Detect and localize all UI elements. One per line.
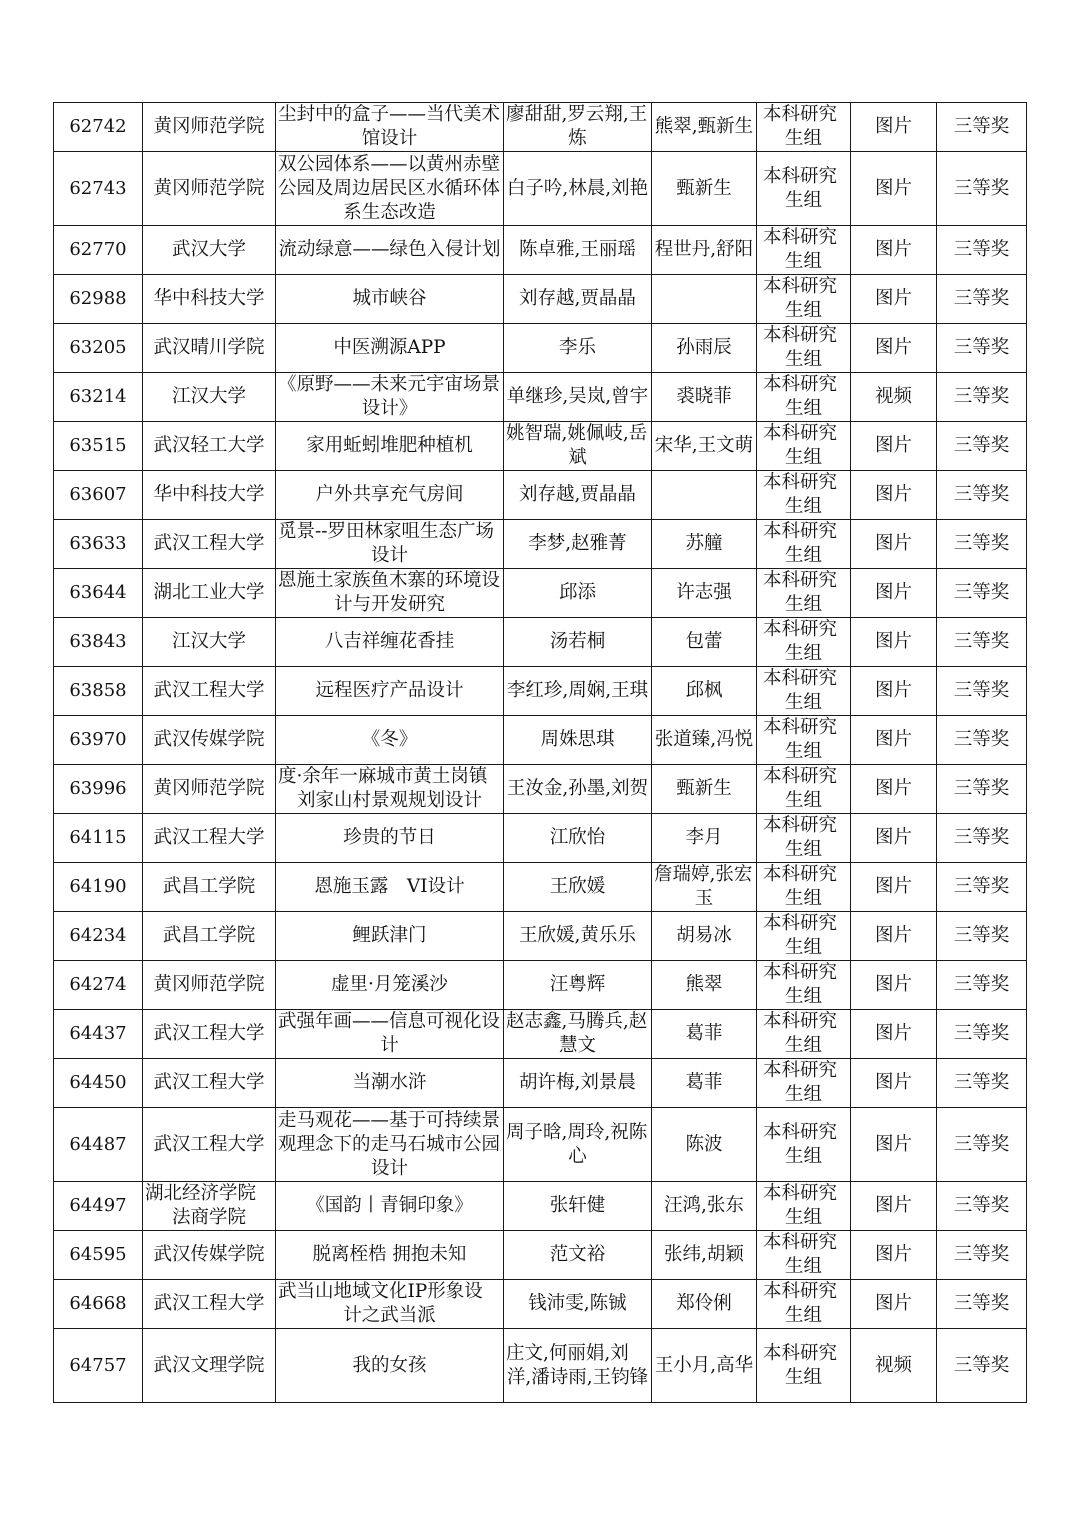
award: 三等奖 (937, 1059, 1027, 1108)
category: 本科研究生组 (757, 152, 851, 226)
authors: 周子晗,周玲,祝陈心 (504, 1108, 652, 1182)
school: 武汉工程大学 (143, 667, 276, 716)
category: 本科研究生组 (757, 1059, 851, 1108)
advisor (652, 471, 757, 520)
authors: 李红珍,周娴,王琪 (504, 667, 652, 716)
work-title: 流动绿意——绿色入侵计划 (276, 226, 504, 275)
authors: 李乐 (504, 324, 652, 373)
award: 三等奖 (937, 103, 1027, 152)
table-row (54, 324, 1027, 373)
entry-id: 62770 (54, 226, 143, 275)
work-type: 图片 (851, 1280, 937, 1329)
work-title: 脱离桎梏 拥抱未知 (276, 1231, 504, 1280)
entry-id: 63205 (54, 324, 143, 373)
category: 本科研究生组 (757, 912, 851, 961)
entry-id: 62743 (54, 152, 143, 226)
work-type: 图片 (851, 961, 937, 1010)
category: 本科研究生组 (757, 1182, 851, 1231)
entry-id: 63515 (54, 422, 143, 471)
work-type: 图片 (851, 471, 937, 520)
authors: 赵志鑫,马腾兵,赵慧文 (504, 1010, 652, 1059)
award: 三等奖 (937, 471, 1027, 520)
advisor (652, 275, 757, 324)
category: 本科研究生组 (757, 765, 851, 814)
table-row (54, 226, 1027, 275)
work-type: 图片 (851, 275, 937, 324)
category: 本科研究生组 (757, 618, 851, 667)
authors: 汤若桐 (504, 618, 652, 667)
category: 本科研究生组 (757, 103, 851, 152)
table-row (54, 912, 1027, 961)
table-row (54, 1329, 1027, 1403)
category: 本科研究生组 (757, 569, 851, 618)
award: 三等奖 (937, 667, 1027, 716)
school: 华中科技大学 (143, 275, 276, 324)
advisor: 甄新生 (652, 152, 757, 226)
work-type: 图片 (851, 1010, 937, 1059)
category: 本科研究生组 (757, 471, 851, 520)
table-row (54, 618, 1027, 667)
authors: 邱添 (504, 569, 652, 618)
advisor: 葛菲 (652, 1059, 757, 1108)
table-row (54, 961, 1027, 1010)
authors: 陈卓雅,王丽瑶 (504, 226, 652, 275)
work-type: 图片 (851, 520, 937, 569)
entry-id: 64497 (54, 1182, 143, 1231)
award: 三等奖 (937, 520, 1027, 569)
work-title: 武强年画——信息可视化设计 (276, 1010, 504, 1059)
table-row (54, 569, 1027, 618)
award: 三等奖 (937, 961, 1027, 1010)
table-row (54, 471, 1027, 520)
authors: 江欣怡 (504, 814, 652, 863)
entry-id: 64437 (54, 1010, 143, 1059)
award: 三等奖 (937, 373, 1027, 422)
school: 武汉传媒学院 (143, 716, 276, 765)
authors: 单继珍,吴岚,曾宇 (504, 373, 652, 422)
entry-id: 63970 (54, 716, 143, 765)
school: 武汉晴川学院 (143, 324, 276, 373)
award: 三等奖 (937, 226, 1027, 275)
school: 武汉大学 (143, 226, 276, 275)
school: 江汉大学 (143, 618, 276, 667)
entry-id: 62742 (54, 103, 143, 152)
work-title: 中医溯源APP (276, 324, 504, 373)
school: 武汉工程大学 (143, 1280, 276, 1329)
school: 武昌工学院 (143, 863, 276, 912)
category: 本科研究生组 (757, 1280, 851, 1329)
work-type: 图片 (851, 1059, 937, 1108)
work-type: 视频 (851, 373, 937, 422)
advisor: 张道臻,冯悦 (652, 716, 757, 765)
advisor: 程世丹,舒阳 (652, 226, 757, 275)
authors: 廖甜甜,罗云翔,王炼 (504, 103, 652, 152)
work-type: 视频 (851, 1329, 937, 1403)
category: 本科研究生组 (757, 1010, 851, 1059)
advisor: 熊翠,甄新生 (652, 103, 757, 152)
school: 黄冈师范学院 (143, 765, 276, 814)
entry-id: 64450 (54, 1059, 143, 1108)
entry-id: 63996 (54, 765, 143, 814)
school: 武汉工程大学 (143, 814, 276, 863)
school: 湖北经济学院法商学院 (143, 1182, 276, 1231)
authors: 张轩健 (504, 1182, 652, 1231)
award: 三等奖 (937, 275, 1027, 324)
work-title: 恩施土家族鱼木寨的环境设计与开发研究 (276, 569, 504, 618)
work-title: 尘封中的盒子——当代美术馆设计 (276, 103, 504, 152)
authors: 汪粤辉 (504, 961, 652, 1010)
table-row (54, 716, 1027, 765)
work-type: 图片 (851, 103, 937, 152)
work-title: 恩施玉露 VI设计 (276, 863, 504, 912)
authors: 范文裕 (504, 1231, 652, 1280)
work-type: 图片 (851, 324, 937, 373)
table-row (54, 1182, 1027, 1231)
school: 黄冈师范学院 (143, 961, 276, 1010)
work-type: 图片 (851, 422, 937, 471)
advisor: 胡易冰 (652, 912, 757, 961)
work-title: 《原野——未来元宇宙场景设计》 (276, 373, 504, 422)
award: 三等奖 (937, 422, 1027, 471)
work-type: 图片 (851, 863, 937, 912)
work-title: 度·余年一麻城市黄土岗镇刘家山村景观规划设计 (276, 765, 504, 814)
category: 本科研究生组 (757, 422, 851, 471)
entry-id: 63843 (54, 618, 143, 667)
table-row (54, 520, 1027, 569)
award: 三等奖 (937, 765, 1027, 814)
school: 武汉文理学院 (143, 1329, 276, 1403)
school: 武汉工程大学 (143, 1059, 276, 1108)
advisor: 汪鸿,张东 (652, 1182, 757, 1231)
work-type: 图片 (851, 1108, 937, 1182)
award: 三等奖 (937, 1280, 1027, 1329)
table-row (54, 765, 1027, 814)
advisor: 甄新生 (652, 765, 757, 814)
table-row (54, 152, 1027, 226)
category: 本科研究生组 (757, 961, 851, 1010)
advisor: 王小月,高华 (652, 1329, 757, 1403)
authors: 周姝思琪 (504, 716, 652, 765)
work-title: 觅景--罗田林家咀生态广场设计 (276, 520, 504, 569)
advisor: 包蕾 (652, 618, 757, 667)
award: 三等奖 (937, 716, 1027, 765)
school: 武汉轻工大学 (143, 422, 276, 471)
work-title: 远程医疗产品设计 (276, 667, 504, 716)
awards-table-body (54, 103, 1027, 1403)
authors: 白子吟,林晨,刘艳 (504, 152, 652, 226)
advisor: 孙雨辰 (652, 324, 757, 373)
advisor: 宋华,王文萌 (652, 422, 757, 471)
authors: 庄文,何丽娟,刘洋,潘诗雨,王钧锋 (504, 1329, 652, 1403)
advisor: 许志强 (652, 569, 757, 618)
advisor: 苏艟 (652, 520, 757, 569)
work-title: 虚里·月笼溪沙 (276, 961, 504, 1010)
category: 本科研究生组 (757, 275, 851, 324)
entry-id: 63858 (54, 667, 143, 716)
work-title: 珍贵的节日 (276, 814, 504, 863)
work-type: 图片 (851, 912, 937, 961)
work-title: 我的女孩 (276, 1329, 504, 1403)
entry-id: 64234 (54, 912, 143, 961)
award: 三等奖 (937, 1182, 1027, 1231)
entry-id: 64190 (54, 863, 143, 912)
entry-id: 63633 (54, 520, 143, 569)
table-row (54, 103, 1027, 152)
award: 三等奖 (937, 1329, 1027, 1403)
awards-table-page (53, 102, 1026, 1403)
work-title: 武当山地域文化IP形象设计之武当派 (276, 1280, 504, 1329)
school: 武汉工程大学 (143, 520, 276, 569)
category: 本科研究生组 (757, 814, 851, 863)
school: 黄冈师范学院 (143, 152, 276, 226)
table-row (54, 1108, 1027, 1182)
authors: 王欣媛,黄乐乐 (504, 912, 652, 961)
awards-table (53, 102, 1027, 1403)
table-row (54, 1280, 1027, 1329)
award: 三等奖 (937, 863, 1027, 912)
entry-id: 64668 (54, 1280, 143, 1329)
work-type: 图片 (851, 716, 937, 765)
authors: 刘存越,贾晶晶 (504, 275, 652, 324)
school: 武汉工程大学 (143, 1010, 276, 1059)
category: 本科研究生组 (757, 1329, 851, 1403)
advisor: 郑伶俐 (652, 1280, 757, 1329)
category: 本科研究生组 (757, 520, 851, 569)
school: 武昌工学院 (143, 912, 276, 961)
award: 三等奖 (937, 1108, 1027, 1182)
award: 三等奖 (937, 618, 1027, 667)
work-type: 图片 (851, 569, 937, 618)
award: 三等奖 (937, 1010, 1027, 1059)
category: 本科研究生组 (757, 324, 851, 373)
school: 华中科技大学 (143, 471, 276, 520)
school: 江汉大学 (143, 373, 276, 422)
entry-id: 64115 (54, 814, 143, 863)
authors: 王欣媛 (504, 863, 652, 912)
entry-id: 63644 (54, 569, 143, 618)
award: 三等奖 (937, 814, 1027, 863)
authors: 钱沛雯,陈铖 (504, 1280, 652, 1329)
award: 三等奖 (937, 152, 1027, 226)
authors: 姚智瑞,姚佩岐,岳斌 (504, 422, 652, 471)
work-title: 户外共享充气房间 (276, 471, 504, 520)
work-title: 《冬》 (276, 716, 504, 765)
work-title: 家用蚯蚓堆肥种植机 (276, 422, 504, 471)
school: 湖北工业大学 (143, 569, 276, 618)
entry-id: 64274 (54, 961, 143, 1010)
entry-id: 62988 (54, 275, 143, 324)
advisor: 邱枫 (652, 667, 757, 716)
table-row (54, 1010, 1027, 1059)
table-row (54, 373, 1027, 422)
work-type: 图片 (851, 814, 937, 863)
advisor: 张纬,胡颖 (652, 1231, 757, 1280)
school: 武汉工程大学 (143, 1108, 276, 1182)
work-type: 图片 (851, 765, 937, 814)
entry-id: 63214 (54, 373, 143, 422)
table-row (54, 275, 1027, 324)
work-type: 图片 (851, 618, 937, 667)
work-type: 图片 (851, 152, 937, 226)
advisor: 詹瑞婷,张宏玉 (652, 863, 757, 912)
category: 本科研究生组 (757, 716, 851, 765)
award: 三等奖 (937, 1231, 1027, 1280)
work-type: 图片 (851, 1231, 937, 1280)
school: 黄冈师范学院 (143, 103, 276, 152)
work-title: 《国韵丨青铜印象》 (276, 1182, 504, 1231)
authors: 刘存越,贾晶晶 (504, 471, 652, 520)
school: 武汉传媒学院 (143, 1231, 276, 1280)
category: 本科研究生组 (757, 373, 851, 422)
work-title: 双公园体系——以黄州赤壁公园及周边居民区水循环体系生态改造 (276, 152, 504, 226)
table-row (54, 863, 1027, 912)
category: 本科研究生组 (757, 863, 851, 912)
work-type: 图片 (851, 1182, 937, 1231)
award: 三等奖 (937, 569, 1027, 618)
authors: 胡许梅,刘景晨 (504, 1059, 652, 1108)
category: 本科研究生组 (757, 667, 851, 716)
award: 三等奖 (937, 912, 1027, 961)
advisor: 陈波 (652, 1108, 757, 1182)
table-row (54, 667, 1027, 716)
category: 本科研究生组 (757, 1108, 851, 1182)
award: 三等奖 (937, 324, 1027, 373)
work-title: 城市峡谷 (276, 275, 504, 324)
work-type: 图片 (851, 226, 937, 275)
advisor: 李月 (652, 814, 757, 863)
table-row (54, 1059, 1027, 1108)
work-title: 鲤跃津门 (276, 912, 504, 961)
advisor: 葛菲 (652, 1010, 757, 1059)
entry-id: 64487 (54, 1108, 143, 1182)
entry-id: 64757 (54, 1329, 143, 1403)
category: 本科研究生组 (757, 1231, 851, 1280)
entry-id: 64595 (54, 1231, 143, 1280)
advisor: 熊翠 (652, 961, 757, 1010)
authors: 王汝金,孙墨,刘贺 (504, 765, 652, 814)
work-title: 当潮水浒 (276, 1059, 504, 1108)
advisor: 裘晓菲 (652, 373, 757, 422)
entry-id: 63607 (54, 471, 143, 520)
category: 本科研究生组 (757, 226, 851, 275)
work-title: 走马观花——基于可持续景观理念下的走马石城市公园设计 (276, 1108, 504, 1182)
work-type: 图片 (851, 667, 937, 716)
table-row (54, 1231, 1027, 1280)
work-title: 八吉祥缠花香挂 (276, 618, 504, 667)
table-row (54, 814, 1027, 863)
authors: 李梦,赵雅菁 (504, 520, 652, 569)
table-row (54, 422, 1027, 471)
